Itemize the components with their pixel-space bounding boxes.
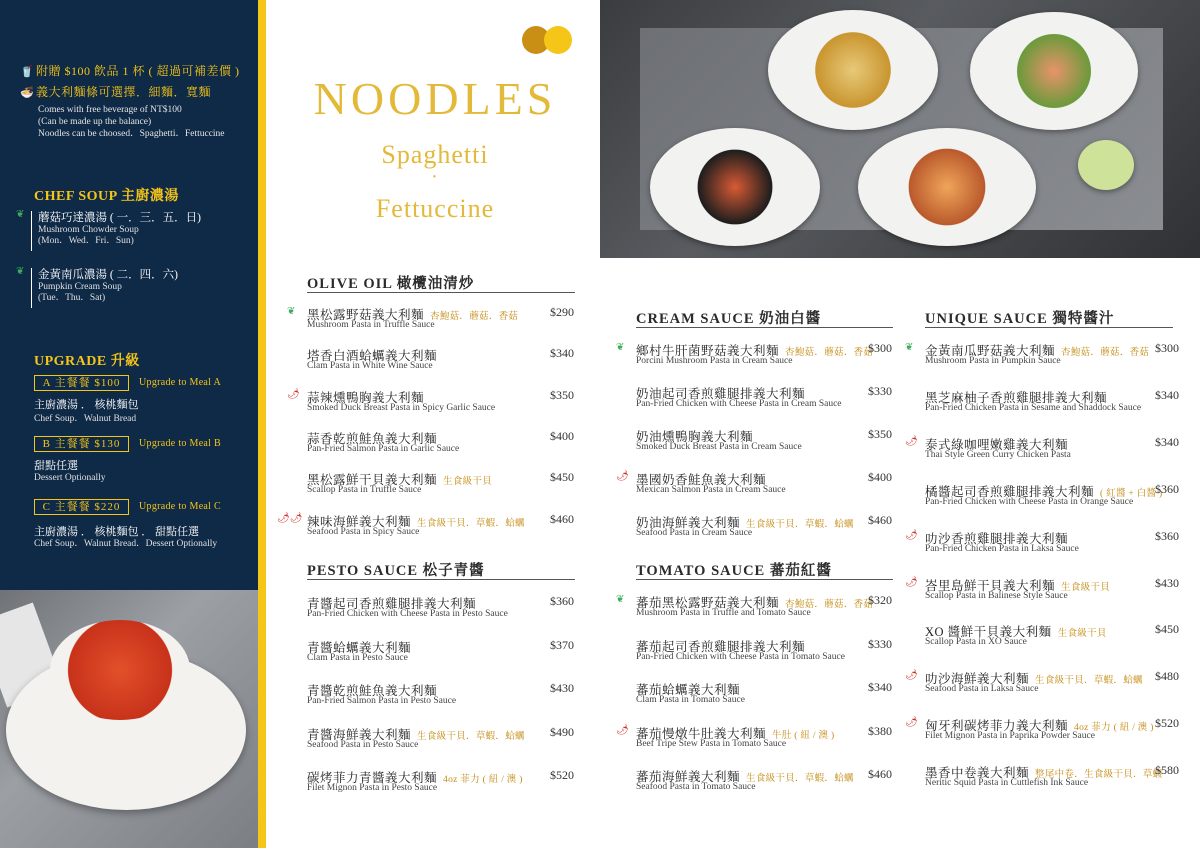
menu-item-name-en: Pan-Fried Chicken with Cheese Pasta in Orange Sauce [925,496,1134,507]
menu-item-name-en: Porcini Mushroom Pasta in Cream Sauce [636,356,793,366]
menu-item-ingredients: 整尾中卷．生食級干貝．草蝦 [1035,770,1163,781]
menu-item-name-en: Pan-Fried Salmon Pasta in Pesto Sauce [307,696,457,706]
lime-shape [1078,140,1134,190]
menu-item-price: $430 [550,681,574,695]
section-title-unique: UNIQUE SAUCE 獨特醬汁 [925,311,1115,327]
circle-light [544,26,572,54]
menu-item-price: $330 [868,384,892,398]
menu-item-ingredients: 生食級干貝 [443,477,493,488]
meal-b-desc-zh: 甜點任選 [34,460,78,472]
menu-item-name-zh: 蕃茄起司香煎雞腿排義大利麵 [636,639,806,654]
menu-item-name-zh: 墨香中卷義大利麵 整尾中卷．生食級干貝．草蝦 [925,766,1163,781]
menu-item-name-zh: 黑松露鮮干貝義大利麵 生食級干貝 [307,473,493,488]
meal-b-desc-en: Dessert Optionally [34,473,106,483]
menu-item-name-en: Mushroom Pasta in Pumpkin Sauce [925,356,1061,366]
menu-item-name-en: Pan-Fried Salmon Pasta in Garlic Sauce [307,443,460,454]
menu-item-price: $400 [550,428,574,443]
menu-item-name-en: Seafood Pasta in Laksa Sauce [925,684,1039,695]
menu-item-name-zh: 青醬海鮮義大利麵 生食級干貝．草蝦．蛤蠣 [307,727,525,742]
spicy-chili-icon: 🌶 [287,388,300,400]
menu-item-price: $450 [1155,622,1179,637]
menu-item-name-en: Pan-Fried Chicken Pasta in Laksa Sauce [925,543,1079,554]
menu-item-name-en: Seafood Pasta in Cream Sauce [636,528,753,538]
logo-circles [522,26,576,54]
menu-item-name-zh: 奶油海鮮義大利麵 生食級干貝．草蝦．蛤蠣 [636,516,854,530]
menu-item-name-en: Filet Mignon Pasta in Pesto Sauce [307,783,438,793]
menu-item-name-zh: XO 醬鮮干貝義大利麵 生食級干貝 [925,625,1107,640]
menu-item-ingredients: 生食級干貝．草蝦．蛤蠣 [417,731,525,742]
hero-food-photo [600,0,1200,258]
menu-item-name-zh: 青醬起司香煎雞腿排義大利麵 [307,597,477,611]
bowl-icon: 🍜 [20,86,35,99]
menu-item-price: $520 [550,768,574,782]
section-divider [307,579,575,580]
menu-item-name-zh: 奶油起司香煎雞腿排義大利麵 [636,387,806,401]
menu-item-name-en: Thai Style Green Curry Chicken Pasta [925,449,1071,460]
menu-item-price: $430 [1155,575,1179,590]
section-divider [636,579,893,580]
menu-item-price: $480 [1155,669,1179,684]
menu-item-name-en: Mushroom Pasta in Truffle and Tomato Sauce [636,608,811,618]
meal-c-desc-en: Chef Soup．Walnut Bread．Dessert Optionally [34,539,218,549]
section-divider [307,292,575,293]
menu-item-name-en: Mexican Salmon Pasta in Cream Sauce [636,485,786,495]
section-divider [925,327,1173,328]
menu-item-price: $460 [868,767,892,781]
section-divider [636,327,893,328]
menu-item-price: $340 [1155,434,1179,449]
menu-item-name-zh: 奶油燻鴨胸義大利麵 [636,430,754,444]
menu-item-ingredients: ( 紅醬 + 白醬 ) [1100,488,1163,499]
soup-name-zh: 蘑菇巧達濃湯 ( 一．三．五．日) [38,212,201,224]
menu-item-name-en: Scallop Pasta in XO Sauce [925,637,1027,648]
menu-item-name-zh: 黑芝麻柚子香煎雞腿排義大利麵 [925,390,1108,405]
menu-item-price: $340 [1155,387,1179,402]
menu-item-price: $300 [1155,341,1179,355]
vegetarian-leaf-icon: ❦ [616,594,625,605]
menu-item-price: $490 [550,724,574,739]
upgrade-title: UPGRADE 升級 [34,354,140,369]
vegetarian-leaf-icon: ❦ [287,306,296,317]
menu-item-name-zh: 叻沙香煎雞腿排義大利麵 [925,531,1069,546]
menu-item-name-en: Filet Mignon Pasta in Paprika Powder Sauce [925,731,1095,742]
plate-shape [650,128,820,246]
menu-item-name-zh: 蕃茄黑松露野菇義大利麵 杏鮑菇．蘑菇．香菇 [636,596,874,610]
divider [31,268,32,308]
spicy-chili-icon: 🌶 [616,724,629,736]
menu-item-name-en: Pan-Fried Chicken with Cheese Pasta in Pesto Sauce [307,609,508,619]
menu-item-name-en: Seafood Pasta in Spicy Sauce [307,526,420,537]
spicy-chili-icon: 🌶 [905,435,918,447]
cup-icon: 🥤 [20,65,35,78]
meal-c-desc-zh: 主廚濃湯 ． 核桃麵包 ． 甜點任選 [34,526,199,538]
meal-a-desc-en: Chef Soup．Walnut Bread [34,414,137,424]
menu-item-price: $370 [550,637,574,652]
menu-item-ingredients: 4oz 菲力 ( 紐 / 澳 ) [443,775,523,785]
menu-item-ingredients: 生食級干貝．草蝦．蛤蠣 [1035,676,1143,687]
noodle-choice-line [20,83,211,100]
menu-item-name-zh: 青醬乾煎鮭魚義大利麵 [307,684,438,698]
menu-item-name-en: Smoked Duck Breast Pasta in Spicy Garlic Sauce [307,402,496,413]
menu-item-price: $360 [1155,481,1179,496]
menu-item-price: $300 [868,341,892,355]
menu-item-name-en: Pan-Fried Chicken Pasta in Sesame and Shaddock Sauce [925,402,1142,413]
menu-item-price: $320 [868,593,892,607]
menu-item-price: $580 [1155,763,1179,778]
menu-item-price: $330 [868,636,892,651]
menu-item-ingredients: 生食級干貝 [1057,629,1107,640]
page-title: NOODLES [313,73,557,124]
menu-item-price: $400 [868,470,892,484]
meal-b-tag: B 主餐餐 $130 [34,436,129,452]
free-drink-en-3: Noodles can be choosed．Spaghetti．Fettuccine [38,129,225,139]
menu-item-ingredients: 杏鮑菇．蘑菇．香菇 [430,312,519,322]
leaf-icon: ❦ [16,266,25,277]
leaf-icon: ❦ [16,209,25,220]
menu-item-price: $360 [1155,528,1179,543]
vegetarian-leaf-icon: ❦ [616,342,625,353]
spicy-chili-icon: 🌶 [905,576,918,588]
soup-name-zh: 金黃南瓜濃湯 ( 二．四．六) [38,269,178,281]
menu-item-name-en: Seafood Pasta in Tomato Sauce [636,782,756,792]
menu-item-ingredients: 生食級干貝．草蝦．蛤蠣 [746,774,854,784]
menu-item-ingredients: 杏鮑菇．蘑菇．香菇 [785,600,874,610]
menu-item-price: $350 [550,387,574,402]
spicy-chili-icon: 🌶 [905,529,918,541]
menu-item-name-en: Clam Pasta in White Wine Sauce [307,361,433,372]
menu-item-name-zh: 蒜辣燻鴨胸義大利麵 [307,390,425,405]
menu-item-name-en: Clam Pasta in Tomato Sauce [636,695,745,705]
menu-item-ingredients: 杏鮑菇．蘑菇．香菇 [1061,348,1150,358]
gold-divider-strip [258,0,266,848]
section-title-pesto: PESTO SAUCE 松子青醬 [307,563,485,579]
menu-item-price: $340 [868,680,892,694]
menu-item-name-en: Mushroom Pasta in Truffle Sauce [307,320,435,330]
menu-item-ingredients: 牛肚 ( 紐 / 澳 ) [772,730,835,741]
section-title-olive-oil: OLIVE OIL 橄欖油清炒 [307,276,475,292]
section-title-cream: CREAM SAUCE 奶油白醬 [636,311,822,327]
menu-item-price: $450 [550,470,574,485]
left-info-panel [0,0,258,590]
free-drink-text: 附贈 $100 飲品 1 杯 ( 超過可補差價 ) [36,64,240,78]
spicy-chili-icon: 🌶🌶 [277,512,303,524]
menu-item-name-en: Neritic Squid Pasta in Cuttlefish Ink Sauce [925,778,1089,789]
pasta-shape [50,620,190,720]
plate-shape [970,12,1138,130]
subtitle-fettuccine: Fettuccine [375,194,495,223]
plate-shape [858,128,1036,246]
menu-item-name-zh: 蕃茄慢燉牛肚義大利麵 牛肚 ( 紐 / 澳 ) [636,726,835,741]
meal-c-en: Upgrade to Meal C [139,501,222,512]
pasta-photo-left [0,590,258,848]
menu-item-price: $380 [868,723,892,738]
meal-a-desc-zh: 主廚濃湯 ． 核桃麵包 [34,399,139,411]
menu-item-name-zh: 辣味海鮮義大利麵 生食級干貝．草蝦．蛤蠣 [307,514,525,529]
menu-item-price: $290 [550,305,574,319]
noodle-choice-text: 義大利麵條可選擇．細麵．寬麵 [36,85,212,99]
plate-shape [768,10,938,130]
menu-item-name-zh: 泰式綠咖哩嫩雞義大利麵 [925,437,1069,452]
menu-item-name-zh: 叻沙海鮮義大利麵 生食級干貝．草蝦．蛤蠣 [925,672,1143,687]
spicy-chili-icon: 🌶 [616,471,629,482]
meal-c-tag: C 主餐餐 $220 [34,499,129,515]
divider [31,211,32,251]
menu-item-price: $360 [550,594,574,608]
menu-item-name-en: Beef Tripe Stew Pasta in Tomato Sauce [636,738,787,749]
chef-soup-title: CHEF SOUP 主廚濃湯 [34,189,179,204]
menu-item-name-zh: 黑松露野菇義大利麵 杏鮑菇．蘑菇．香菇 [307,308,519,322]
free-drink-en-2: (Can be made up the balance) [38,117,152,127]
section-title-tomato: TOMATO SAUCE 蕃茄紅醬 [636,563,832,579]
free-drink-en-1: Comes with free beverage of NT$100 [38,105,182,115]
menu-item-name-zh: 橘醬起司香煎雞腿排義大利麵 ( 紅醬 + 白醬 ) [925,484,1163,499]
menu-item-name-zh: 蒜香乾煎鮭魚義大利麵 [307,431,438,446]
menu-item-name-zh: 塔香白酒蛤蠣義大利麵 [307,349,438,364]
meal-a-tag: A 主餐餐 $100 [34,375,129,391]
menu-item-name-zh: 墨國奶香鮭魚義大利麵 [636,473,767,487]
menu-item-ingredients: 生食級干貝．草蝦．蛤蠣 [746,520,854,530]
menu-item-name-en: Smoked Duck Breast Pasta in Cream Sauce [636,442,802,452]
menu-item-name-en: Pan-Fried Chicken with Cheese Pasta in Tomato Sauce [636,651,845,662]
menu-item-name-zh: 匈牙利碳烤菲力義大利麵 4oz 菲力 ( 紐 / 澳 ) [925,719,1154,734]
soup-name-en: Pumpkin Cream Soup (Tue．Thu．Sat) [38,282,122,303]
free-drink-line [20,62,240,79]
menu-item-price: $460 [550,511,574,526]
menu-item-name-zh: 蕃茄海鮮義大利麵 生食級干貝．草蝦．蛤蠣 [636,770,854,784]
menu-item-name-en: Clam Pasta in Pesto Sauce [307,652,408,663]
menu-item-name-en: Pan-Fried Chicken with Cheese Pasta in Cream Sauce [636,399,842,409]
menu-item-name-zh: 金黃南瓜野菇義大利麵 杏鮑菇．蘑菇．香菇 [925,344,1150,358]
menu-item-name-zh: 碳烤菲力青醬義大利麵 4oz 菲力 ( 紐 / 澳 ) [307,771,523,785]
spicy-chili-icon: 🌶 [905,670,918,682]
menu-item-price: $350 [868,427,892,441]
vegetarian-leaf-icon: ❦ [905,342,914,353]
menu-item-name-en: Scallop Pasta in Balinese Style Sauce [925,590,1068,601]
menu-item-name-zh: 蕃茄蛤蠣義大利麵 [636,683,741,697]
menu-item-ingredients: 生食級干貝．草蝦．蛤蠣 [417,518,525,529]
menu-item-name-en: Seafood Pasta in Pesto Sauce [307,739,419,750]
meal-b-en: Upgrade to Meal B [139,438,222,449]
soup-name-en: Mushroom Chowder Soup (Mon．Wed．Fri．Sun) [38,225,139,246]
menu-item-ingredients: 生食級干貝 [1061,582,1111,593]
menu-item-name-zh: 峇里島鮮干貝義大利麵 生食級干貝 [925,578,1111,593]
meal-a-en: Upgrade to Meal A [139,377,222,388]
menu-item-ingredients: 4oz 菲力 ( 紐 / 澳 ) [1074,723,1154,734]
menu-item-name-zh: 青醬蛤蠣義大利麵 [307,640,412,655]
spicy-chili-icon: 🌶 [905,717,918,729]
subtitle-spaghetti: Spaghetti [381,140,489,169]
menu-item-price: $460 [868,513,892,527]
menu-item-name-zh: 鄉村牛肝菌野菇義大利麵 杏鮑菇．蘑菇．香菇 [636,344,874,358]
menu-item-ingredients: 杏鮑菇．蘑菇．香菇 [785,348,874,358]
menu-item-price: $340 [550,346,574,361]
subtitle-dot: · [431,166,439,188]
menu-item-price: $520 [1155,716,1179,731]
menu-item-name-en: Scallop Pasta in Truffle Sauce [307,485,422,496]
